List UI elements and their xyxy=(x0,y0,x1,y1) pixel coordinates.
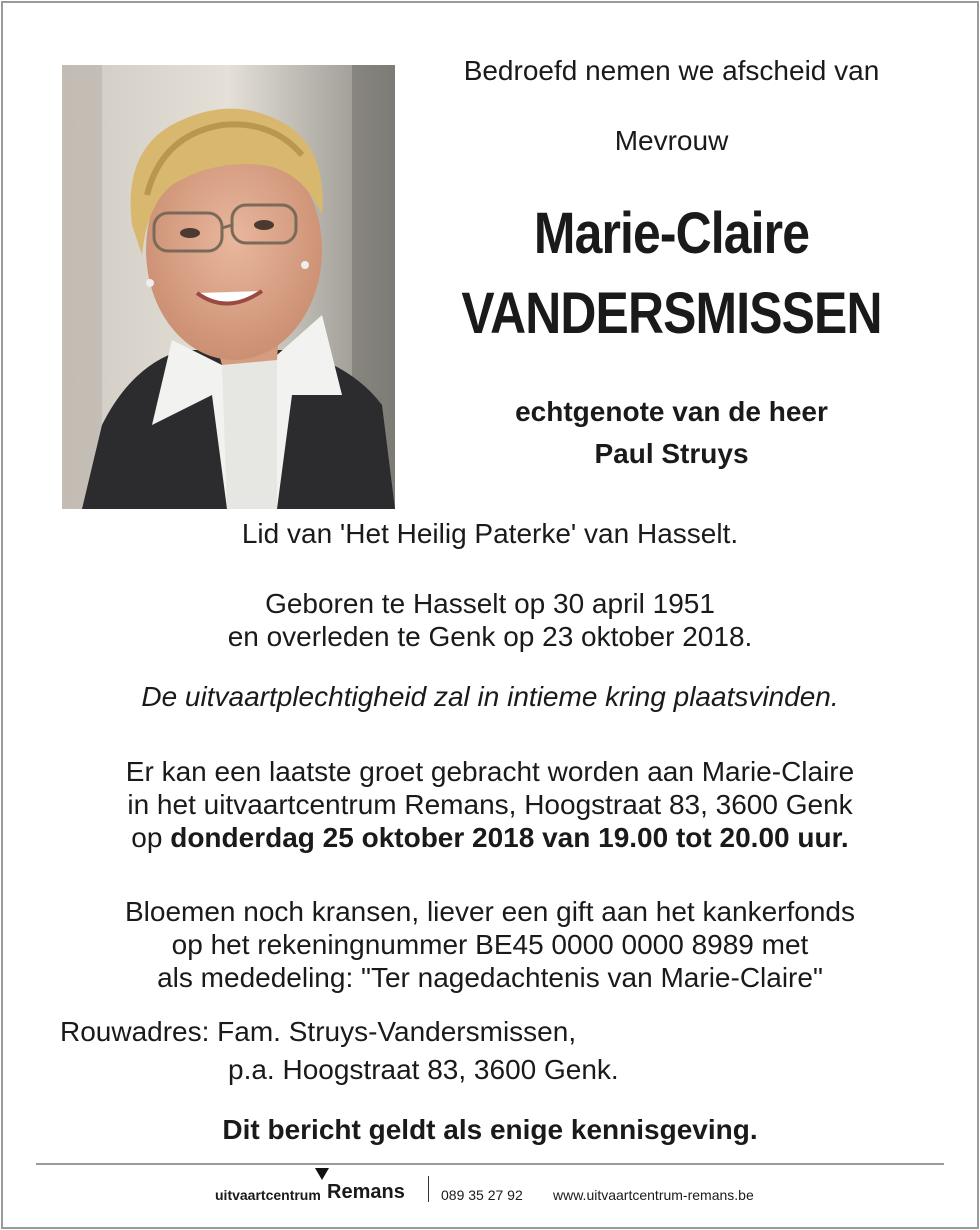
footer-divider xyxy=(428,1176,429,1202)
company-website[interactable]: www.uitvaartcentrum-remans.be xyxy=(553,1187,754,1203)
deceased-first-name: Marie-Claire xyxy=(533,201,810,266)
portrait-photo xyxy=(62,65,395,509)
farewell-line-3 xyxy=(0,822,980,854)
flowers-line-1: Bloemen noch kransen, liever een gift aan het kankerfonds xyxy=(124,896,855,927)
footer xyxy=(215,1168,775,1208)
farewell-prefix: op xyxy=(131,822,171,853)
notice-line: Dit bericht geldt als enige kennisgeving. xyxy=(222,1114,758,1145)
intro-text: Bedroefd nemen we afscheid van xyxy=(463,55,880,86)
triangle-logo-icon xyxy=(315,1168,329,1180)
deceased-last-name: VANDERSMISSEN xyxy=(461,281,882,346)
farewell-line-1: Er kan een laatste groet gebracht worden aan Marie-Claire xyxy=(125,756,855,787)
ceremony-line: De uitvaartplechtigheid zal in intieme kring plaatsvinden. xyxy=(141,681,839,712)
birth-line: Geboren te Hasselt op 30 april 1951 xyxy=(265,588,715,619)
membership-line: Lid van 'Het Heilig Paterke' van Hasselt. xyxy=(241,518,739,549)
farewell-date-time: donderdag 25 oktober 2018 van 19.00 tot 20.00 uur. xyxy=(170,822,849,853)
company-prefix: uitvaartcentrum xyxy=(215,1187,321,1203)
farewell-line-2: in het uitvaartcentrum Remans, Hoogstraat 83, 3600 Genk xyxy=(127,789,853,820)
address-line-1: Rouwadres: Fam. Struys-Vandersmissen, xyxy=(60,1016,577,1047)
flowers-line-3: als mededeling: "Ter nagedachtenis van Marie-Claire" xyxy=(157,962,823,993)
company-name: Remans xyxy=(327,1181,405,1203)
spouse-relation: echtgenote van de heer xyxy=(515,396,828,427)
death-line: en overleden te Genk op 23 oktober 2018. xyxy=(227,621,753,652)
company-phone[interactable]: 089 35 27 92 xyxy=(441,1187,523,1203)
honorific: Mevrouw xyxy=(614,125,729,156)
footer-rule xyxy=(36,1163,944,1165)
flowers-line-2: op het rekeningnummer BE45 0000 0000 8989 met xyxy=(171,929,809,960)
address-line-2: p.a. Hoogstraat 83, 3600 Genk. xyxy=(228,1054,619,1085)
spouse-name: Paul Struys xyxy=(594,438,749,469)
